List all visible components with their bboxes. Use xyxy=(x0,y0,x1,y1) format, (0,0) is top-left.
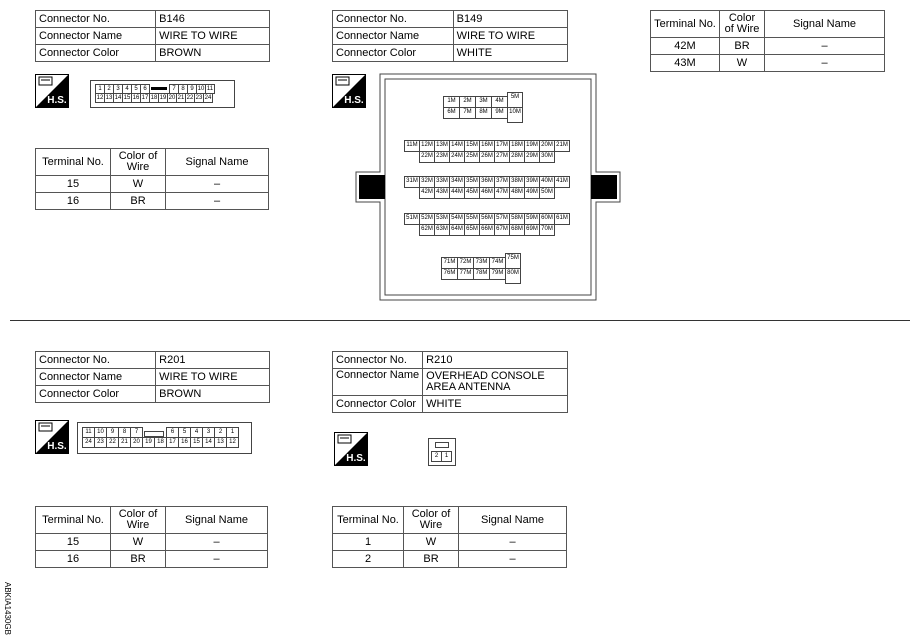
connector-pin: 22 xyxy=(186,95,194,101)
connector-pin: 2 xyxy=(431,451,442,462)
connector-pin: 41M xyxy=(554,176,570,188)
connector-pin: 14 xyxy=(202,437,215,448)
table-row: 15 W – xyxy=(36,176,269,193)
connector-pin: 4 xyxy=(190,427,203,438)
connector-pin: 11M xyxy=(404,140,420,152)
table-row: Connector Color WHITE xyxy=(333,396,568,413)
connector-pin: 23 xyxy=(94,437,107,448)
connector-pin: 10M xyxy=(507,107,523,123)
connector-pin: 72M xyxy=(457,257,474,269)
connector-pin: 2 xyxy=(104,84,114,94)
connector-pin: 19M xyxy=(524,140,540,152)
connector-pin: 6M xyxy=(443,107,460,119)
connector-pin: 19 xyxy=(142,437,155,448)
section-divider xyxy=(10,320,910,321)
connector-pin: 6 xyxy=(166,427,179,438)
connector-pin: 11 xyxy=(206,86,214,92)
r201-terminal-table xyxy=(35,506,268,568)
connector-pin: 20 xyxy=(130,437,143,448)
connector-pin: 1 xyxy=(441,451,452,462)
r210-latch xyxy=(435,442,449,448)
connector-pin: 1 xyxy=(95,84,105,94)
hs-label: H.S. xyxy=(47,95,67,106)
connector-pin: 16 xyxy=(178,437,191,448)
connector-pin: 68M xyxy=(509,224,525,236)
connector-pin: 15 xyxy=(190,437,203,448)
table-row: Connector No. R210 xyxy=(333,352,568,369)
hs-label: H.S. xyxy=(47,441,67,452)
connector-pin: 45M xyxy=(464,187,480,199)
connector-pin: 62M xyxy=(419,224,435,236)
r201-info-table xyxy=(35,351,270,403)
b146-info-table xyxy=(35,10,270,62)
table-row: 1 W – xyxy=(333,534,567,551)
connector-pin: 23M xyxy=(434,151,450,163)
connector-pin: 69M xyxy=(524,224,540,236)
connector-pin: 60M xyxy=(539,213,555,225)
connector-pin: 16 xyxy=(132,95,140,101)
connector-pin: 79M xyxy=(489,268,506,280)
connector-pin: 49M xyxy=(524,187,540,199)
connector-pin: 36M xyxy=(479,176,495,188)
connector-pin: 50M xyxy=(539,187,555,199)
connector-pin: 20 xyxy=(168,95,176,101)
b146-connector-face xyxy=(90,80,235,108)
connector-pin: 17M xyxy=(494,140,510,152)
connector-pin: 32M xyxy=(419,176,435,188)
connector-pin: 9 xyxy=(106,427,119,438)
connector-pin: 63M xyxy=(434,224,450,236)
hs-label: H.S. xyxy=(344,95,364,106)
table-row: Connector No. R201 xyxy=(36,352,270,369)
connector-pin: 14 xyxy=(114,95,122,101)
connector-pin: 3 xyxy=(113,84,123,94)
connector-pin: 24 xyxy=(82,437,95,448)
connector-pin: 67M xyxy=(494,224,510,236)
hs-icon xyxy=(35,74,69,108)
connector-pin: 12 xyxy=(226,437,239,448)
connector-pin: 21 xyxy=(118,437,131,448)
connector-pin: 11 xyxy=(82,427,95,438)
connector-pin: 65M xyxy=(464,224,480,236)
table-row: Connector Color BROWN xyxy=(36,45,270,62)
table-row: 43M W – xyxy=(651,55,885,72)
connector-pin: 44M xyxy=(449,187,465,199)
connector-pin: 78M xyxy=(473,268,490,280)
table-row: 42M BR – xyxy=(651,38,885,55)
table-header-row: Terminal No. Color of Wire Signal Name xyxy=(651,11,885,38)
table-row: Connector No. B146 xyxy=(36,11,270,28)
connector-pin: 9M xyxy=(491,107,508,119)
connector-pin: 18 xyxy=(154,437,167,448)
connector-pin: 12M xyxy=(419,140,435,152)
connector-pin: 13M xyxy=(434,140,450,152)
connector-pin: 35M xyxy=(464,176,480,188)
connector-pin: 59M xyxy=(524,213,540,225)
connector-pin: 64M xyxy=(449,224,465,236)
connector-pin: 9 xyxy=(187,84,197,94)
connector-pin: 34M xyxy=(449,176,465,188)
hs-label: H.S. xyxy=(346,453,366,464)
connector-pin: 1M xyxy=(443,96,460,108)
connector-pin: 56M xyxy=(479,213,495,225)
connector-pin: 21M xyxy=(554,140,570,152)
connector-pin: 10 xyxy=(197,86,205,92)
table-row: Connector Name WIRE TO WIRE xyxy=(36,369,270,386)
r201-connector-face xyxy=(77,422,252,454)
connector-pin: 76M xyxy=(441,268,458,280)
connector-pin: 15M xyxy=(464,140,480,152)
connector-pin: 21 xyxy=(177,95,185,101)
connector-pin: 53M xyxy=(434,213,450,225)
connector-pin: 20M xyxy=(539,140,555,152)
connector-pin: 18M xyxy=(509,140,525,152)
connector-pin: 8M xyxy=(475,107,492,119)
connector-pin: 4 xyxy=(122,84,132,94)
connector-pin: 5 xyxy=(178,427,191,438)
figure-code: ABKIA1430GB xyxy=(3,582,12,635)
r210-info-table xyxy=(332,351,568,413)
hs-icon xyxy=(35,420,69,454)
connector-latch xyxy=(151,87,167,90)
connector-pin: 39M xyxy=(524,176,540,188)
connector-pin: 37M xyxy=(494,176,510,188)
connector-pin: 13 xyxy=(214,437,227,448)
table-row: Connector No. B149 xyxy=(333,11,568,28)
connector-pin: 77M xyxy=(457,268,474,280)
connector-pin: 3M xyxy=(475,96,492,108)
connector-pin: 47M xyxy=(494,187,510,199)
table-row: Connector Name WIRE TO WIRE xyxy=(36,28,270,45)
connector-pin: 3 xyxy=(202,427,215,438)
connector-pin: 42M xyxy=(419,187,435,199)
connector-pin: 75M xyxy=(505,253,521,269)
table-row: 16 BR – xyxy=(36,551,268,568)
connector-pin: 51M xyxy=(404,213,420,225)
connector-pin: 5 xyxy=(131,84,141,94)
connector-pin: 38M xyxy=(509,176,525,188)
connector-pin: 10 xyxy=(94,427,107,438)
table-row: Connector Name OVERHEAD CONSOLE AREA ANTENNA xyxy=(333,369,568,396)
connector-pin: 24 xyxy=(204,95,212,101)
connector-pin: 15 xyxy=(123,95,131,101)
connector-pin: 46M xyxy=(479,187,495,199)
connector-pin: 28M xyxy=(509,151,525,163)
connector-pin: 2 xyxy=(214,427,227,438)
connector-pin: 4M xyxy=(491,96,508,108)
connector-pin: 7M xyxy=(459,107,476,119)
table-header-row: Terminal No. Color of Wire Signal Name xyxy=(36,507,268,534)
b149-info-table xyxy=(332,10,568,62)
connector-pin: 80M xyxy=(505,268,521,284)
table-row: Connector Color WHITE xyxy=(333,45,568,62)
connector-pin: 26M xyxy=(479,151,495,163)
connector-pin: 23 xyxy=(195,95,203,101)
connector-pin: 29M xyxy=(524,151,540,163)
table-row: 16 BR – xyxy=(36,193,269,210)
connector-pin: 8 xyxy=(118,427,131,438)
connector-pin: 58M xyxy=(509,213,525,225)
hs-icon xyxy=(334,432,368,466)
connector-pin: 57M xyxy=(494,213,510,225)
connector-pin: 24M xyxy=(449,151,465,163)
connector-pin: 22M xyxy=(419,151,435,163)
connector-pin: 14M xyxy=(449,140,465,152)
table-header-row: Terminal No. Color of Wire Signal Name xyxy=(333,507,567,534)
b149-terminal-table xyxy=(650,10,885,72)
connector-pin: 16M xyxy=(479,140,495,152)
connector-pin: 13 xyxy=(105,95,113,101)
table-row: 2 BR – xyxy=(333,551,567,568)
connector-pin: 54M xyxy=(449,213,465,225)
connector-pin: 55M xyxy=(464,213,480,225)
connector-pin: 6 xyxy=(140,84,150,94)
connector-pin: 12 xyxy=(96,95,104,101)
connector-pin: 25M xyxy=(464,151,480,163)
table-row: Connector Color BROWN xyxy=(36,386,270,403)
connector-pin: 71M xyxy=(441,257,458,269)
r210-terminal-table xyxy=(332,506,567,568)
connector-pin: 1 xyxy=(226,427,239,438)
connector-pin: 40M xyxy=(539,176,555,188)
connector-pin: 5M xyxy=(507,92,523,108)
connector-pin: 33M xyxy=(434,176,450,188)
connector-pin: 22 xyxy=(106,437,119,448)
connector-pin: 17 xyxy=(166,437,179,448)
table-header-row: Terminal No. Color of Wire Signal Name xyxy=(36,149,269,176)
connector-pin: 43M xyxy=(434,187,450,199)
connector-pin: 2M xyxy=(459,96,476,108)
connector-pin: 7 xyxy=(130,427,143,438)
connector-pin: 66M xyxy=(479,224,495,236)
r210-connector-face xyxy=(428,438,456,466)
connector-pin: 8 xyxy=(178,84,188,94)
connector-pin: 73M xyxy=(473,257,490,269)
connector-pin: 18 xyxy=(150,95,158,101)
connector-pin: 19 xyxy=(159,95,167,101)
b146-terminal-table xyxy=(35,148,269,210)
table-row: 15 W – xyxy=(36,534,268,551)
connector-pin: 70M xyxy=(539,224,555,236)
connector-pin: 31M xyxy=(404,176,420,188)
connector-pin: 7 xyxy=(169,84,179,94)
table-row: Connector Name WIRE TO WIRE xyxy=(333,28,568,45)
connector-pin: 52M xyxy=(419,213,435,225)
connector-pin: 17 xyxy=(141,95,149,101)
connector-pin: 30M xyxy=(539,151,555,163)
connector-pin: 61M xyxy=(554,213,570,225)
connector-pin: 27M xyxy=(494,151,510,163)
connector-pin: 74M xyxy=(489,257,506,269)
connector-pin: 48M xyxy=(509,187,525,199)
